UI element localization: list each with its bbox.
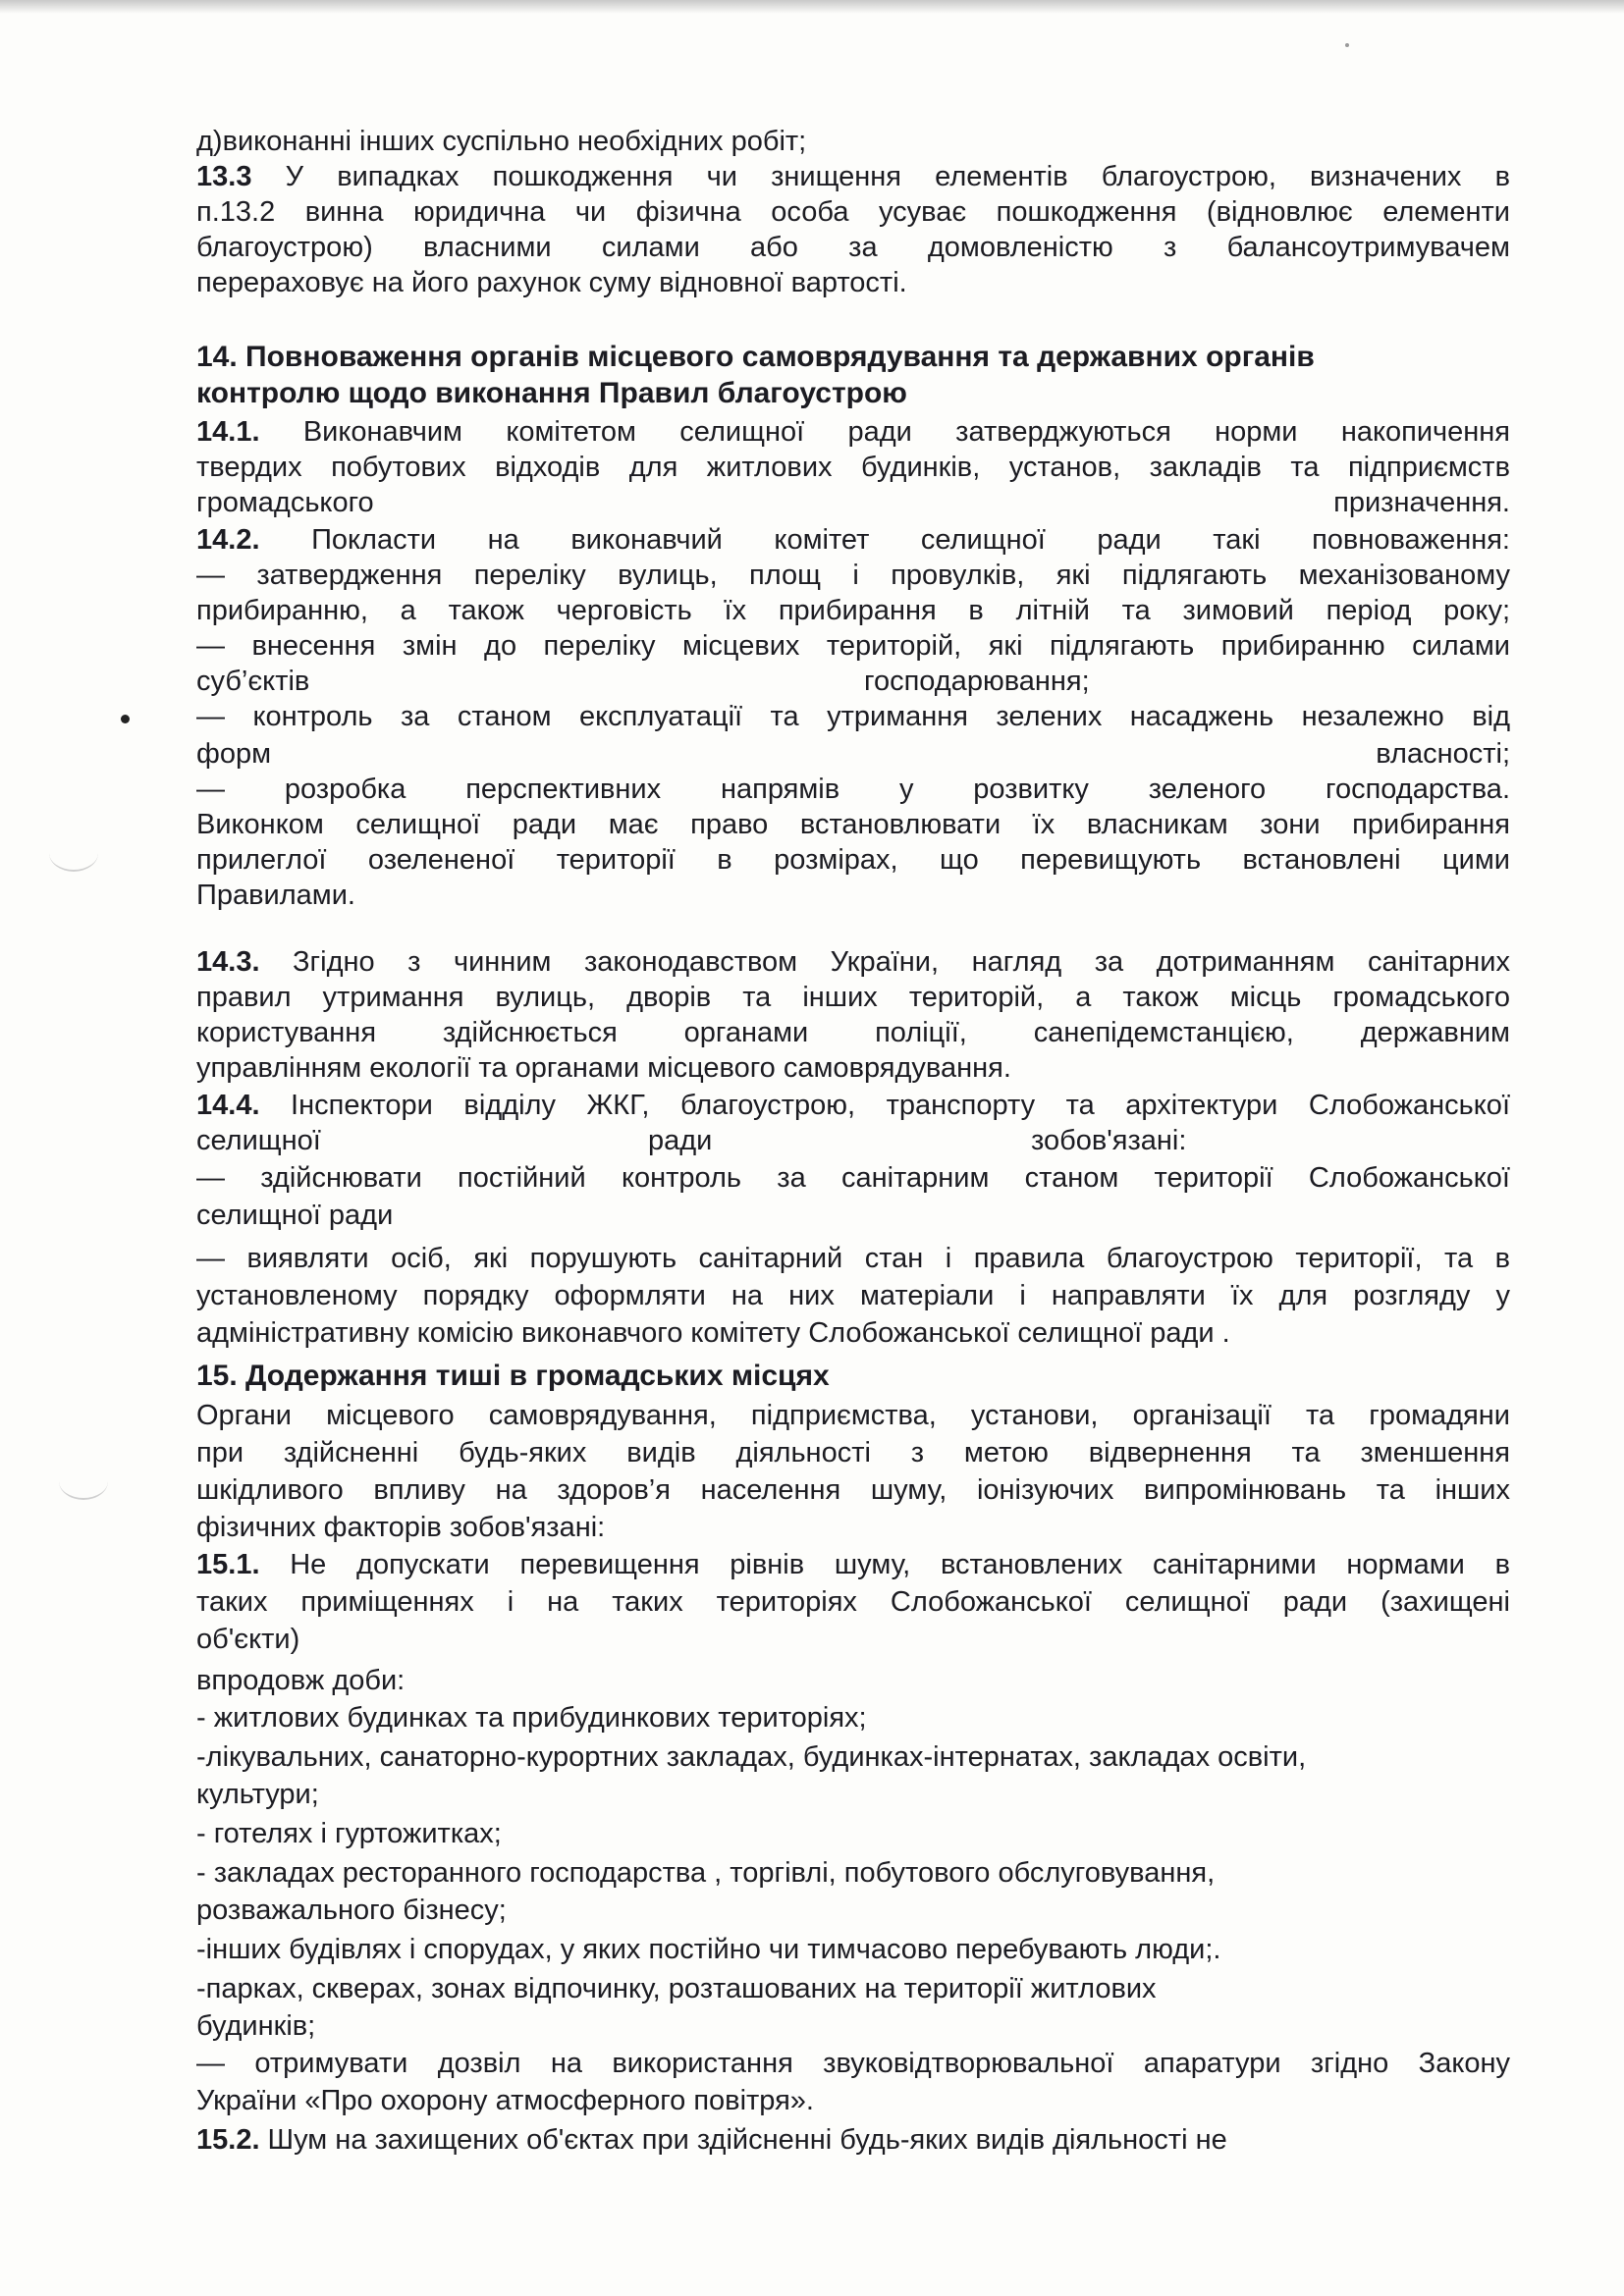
- list-item: [196, 1971, 1510, 2006]
- text-line: [196, 2083, 1510, 2118]
- line-text: Органи місцевого самоврядування, підприємства, установи, організації та громадяни: [196, 1400, 1510, 1431]
- line-text: Не допускати перевищення рівнів шуму, встановлених санітарними нормами в: [259, 1549, 1510, 1580]
- line-text: — здійснювати постійний контроль за санітарним станом території Слобожанської: [196, 1162, 1510, 1194]
- line-text: У випадках пошкодження чи знищення елементів благоустрою, визначених в: [251, 161, 1510, 192]
- text-line: [196, 124, 1510, 159]
- line-text: при здійсненні будь-яких видів діяльності з метою відвернення та зменшення: [196, 1437, 1510, 1468]
- line-text: — отримувати дозвіл на використання звуковідтворювальної апаратури згідно Закону: [196, 2048, 1510, 2079]
- line-text: культури;: [196, 1779, 319, 1810]
- line-text: адміністративну комісію виконавчого комітету Слобожанської селищної ради .: [196, 1317, 1230, 1349]
- line-text: Шум на захищених об'єктах при здійсненні будь-яких видів діяльності не: [259, 2124, 1227, 2156]
- text-line: [196, 1472, 1510, 1508]
- line-text: — затвердження переліку вулиць, площ і провулків, які підлягають механізованому: [196, 560, 1510, 591]
- line-text: ради: [648, 1125, 713, 1156]
- text-line: [196, 1278, 1510, 1313]
- list-item: [196, 1855, 1510, 1891]
- text-line: [196, 1435, 1510, 1470]
- text-line: [196, 1198, 1510, 1233]
- line-text: д)виконанні інших суспільно необхідних робіт;: [196, 126, 807, 157]
- text-line: [196, 1663, 1510, 1698]
- clause-number: 13.3: [196, 161, 252, 192]
- text-line: [196, 1015, 1510, 1050]
- clause-number: 15.2.: [196, 2124, 260, 2156]
- line-text: власності;: [1376, 738, 1510, 770]
- line-text: — контроль за станом експлуатації та утримання зелених насаджень незалежно від: [196, 701, 1510, 732]
- text-line: [196, 1510, 1510, 1545]
- line-text: призначення.: [1333, 487, 1510, 518]
- heading-text: контролю щодо виконання Правил благоустрою: [196, 377, 907, 409]
- text-line: [196, 1241, 1510, 1276]
- text-line: [196, 664, 1510, 699]
- line-text: селищної ради: [196, 1200, 394, 1231]
- text-line: [196, 1160, 1510, 1196]
- clause-14-4: [196, 1088, 1510, 1123]
- line-text: благоустрою) власними силами або за домовленістю з балансоутримувачем: [196, 232, 1510, 263]
- text-line: [196, 878, 1510, 913]
- text-line: [196, 2008, 1510, 2044]
- clause-number: 14.1.: [196, 416, 260, 448]
- list-item: [196, 1700, 1510, 1735]
- text-line: [196, 1315, 1510, 1351]
- line-text: користування здійснюється органами поліції, санепідемстанцією, державним: [196, 1017, 1510, 1048]
- line-text: правил утримання вулиць, дворів та інших територій, а також місць громадського: [196, 982, 1510, 1013]
- line-text: господарювання;: [864, 666, 1090, 697]
- text-line: [196, 558, 1510, 593]
- line-text: управлінням екології та органами місцевого самоврядування.: [196, 1052, 1011, 1084]
- text-line: [196, 1398, 1510, 1433]
- list-item: [196, 2046, 1510, 2081]
- clause-15-1: [196, 1547, 1510, 1582]
- line-text: шкідливого впливу на здоров’я населення шуму, іонізуючих випромінювань та інших: [196, 1474, 1510, 1506]
- text-line: [196, 1622, 1510, 1657]
- text-line: [196, 1893, 1510, 1928]
- line-text: установленому порядку оформляти на них матеріали і направляти їх для розгляду у: [196, 1280, 1510, 1311]
- clause-15-2: [196, 2122, 1510, 2158]
- line-text: -парках, скверах, зонах відпочинку, розташованих на території житлових: [196, 1973, 1157, 2004]
- text-line: [196, 1777, 1510, 1812]
- line-text: будинків;: [196, 2010, 316, 2042]
- scan-top-edge: [0, 0, 1624, 14]
- line-text: Правилами.: [196, 880, 355, 911]
- line-text: Виконком селищної ради має право встановлювати їх власникам зони прибирання: [196, 809, 1510, 840]
- text-line: [196, 699, 1510, 734]
- text-line: [196, 807, 1510, 842]
- text-line: [196, 628, 1510, 664]
- line-text: — розробка перспективних напрямів у розвитку зеленого господарства.: [196, 774, 1510, 805]
- heading-text: 15. Додержання тиші в громадських місцях: [196, 1360, 830, 1392]
- scan-dot-mark: [121, 715, 130, 723]
- line-text: зобов'язані:: [1031, 1125, 1187, 1156]
- clause-number: 15.1.: [196, 1549, 260, 1580]
- line-text: Виконавчим комітетом селищної ради затверджуються норми накопичення: [259, 416, 1510, 448]
- text-line: [196, 772, 1510, 807]
- text-line: [196, 842, 1510, 878]
- line-text: - закладах ресторанного господарства , торгівлі, побутового обслуговування,: [196, 1857, 1216, 1889]
- punch-hole-mark: [59, 1463, 108, 1500]
- line-text: впродовж доби:: [196, 1665, 406, 1696]
- line-text: громадського: [196, 487, 374, 518]
- text-line: [196, 230, 1510, 265]
- line-text: -інших будівлях і спорудах, у яких постійно чи тимчасово перебувають люди;.: [196, 1934, 1221, 1965]
- line-text: таких приміщеннях і на таких територіях Слобожанської селищної ради (захищені: [196, 1586, 1510, 1618]
- line-text: прилеглої озелененої території в розмірах, що перевищують встановлені цими: [196, 844, 1510, 876]
- line-text: - готелях і гуртожитках;: [196, 1818, 502, 1849]
- line-text: Згідно з чинним законодавством України, нагляд за дотриманням санітарних: [259, 946, 1510, 978]
- line-text: фізичних факторів зобов'язані:: [196, 1512, 606, 1543]
- text-line: [196, 1050, 1510, 1086]
- line-text: твердих побутових відходів для житлових будинків, установ, закладів та підприємств: [196, 452, 1510, 483]
- clause-number: 14.4.: [196, 1090, 260, 1121]
- text-line: [196, 593, 1510, 628]
- line-text: України «Про охорону атмосферного повітря».: [196, 2085, 814, 2116]
- text-line: [196, 736, 1510, 772]
- line-text: форм: [196, 738, 272, 770]
- clause-14-3: [196, 944, 1510, 980]
- text-line: [196, 265, 1510, 300]
- line-text: — виявляти осіб, які порушують санітарний стан і правила благоустрою території, та в: [196, 1243, 1510, 1274]
- text-line: [196, 980, 1510, 1015]
- list-item: [196, 1739, 1510, 1775]
- section-heading-14: [196, 340, 1510, 375]
- clause-number: 14.2.: [196, 524, 260, 556]
- line-text: п.13.2 винна юридична чи фізична особа усуває пошкодження (відновлює елементи: [196, 196, 1510, 228]
- clause-13-3: [196, 159, 1510, 194]
- clause-14-2: [196, 522, 1510, 558]
- section-heading-14: [196, 376, 1510, 411]
- line-text: — внесення змін до переліку місцевих територій, які підлягають прибиранню силами: [196, 630, 1510, 662]
- line-text: селищної: [196, 1125, 321, 1156]
- text-line: [196, 1123, 1510, 1158]
- line-text: об'єкти): [196, 1624, 300, 1655]
- heading-text: 14. Повноваження органів місцевого самоврядування та державних органів: [196, 341, 1315, 373]
- line-text: розважального бізнесу;: [196, 1895, 507, 1926]
- text-line: [196, 450, 1510, 485]
- line-text: суб’єктів: [196, 666, 310, 697]
- line-text: Покласти на виконавчий комітет селищної ради такі повноваження:: [259, 524, 1510, 556]
- text-line: [196, 194, 1510, 230]
- text-line: [196, 1584, 1510, 1620]
- list-item: [196, 1816, 1510, 1851]
- text-line: [196, 485, 1510, 520]
- section-heading-15: [196, 1359, 1510, 1394]
- line-text: прибиранню, а також черговість їх прибирання в літній та зимовий період року;: [196, 595, 1510, 626]
- clause-number: 14.3.: [196, 946, 260, 978]
- line-text: - житлових будинках та прибудинкових територіях;: [196, 1702, 867, 1734]
- line-text: перераховує на його рахунок суму відновної вартості.: [196, 267, 907, 298]
- line-text: Інспектори відділу ЖКГ, благоустрою, транспорту та архітектури Слобожанської: [259, 1090, 1510, 1121]
- clause-14-1: [196, 414, 1510, 450]
- list-item: [196, 1932, 1510, 1967]
- scan-speck: [1345, 43, 1349, 47]
- punch-hole-mark: [49, 834, 98, 872]
- line-text: -лікувальних, санаторно-курортних закладах, будинках-інтернатах, закладах освіти,: [196, 1741, 1307, 1773]
